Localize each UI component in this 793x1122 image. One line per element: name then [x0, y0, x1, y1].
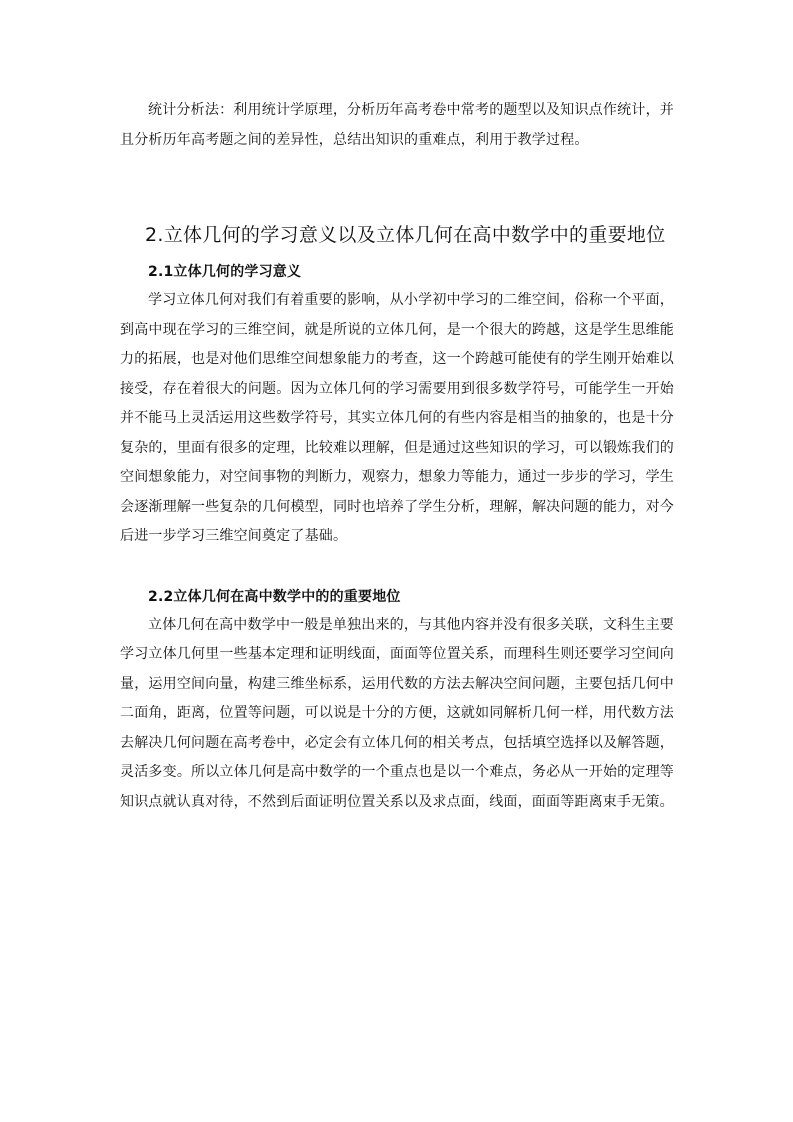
spacer: [120, 552, 674, 586]
subsection-heading-2-1: 2.1立体几何的学习意义: [148, 264, 302, 280]
subsection-2-2-paragraph: 立体几何在高中数学中一般是单独出来的，与其他内容并没有很多关联，文科生主要学习立体几何里一些基本定理和证明线面，面面等位置关系，而理科生则还要学习空间向量，运用空间向量，构建三维坐标系，运用代数的方法去解决空间问题，主要包括几何中二面角，距离，位置等问题，可以说是十分的方便，这就如同解析几何一样，用代数方法去解决几何问题在高考卷中，必定会有立体几何的相关考点，包括填空选择以及解答题，灵活多变。所以立体几何是高中数学的一个重点也是以一个难点，务必从一开始的定理等知识点就认真对待，不然到后面证明位置关系以及求点面，线面，面面等距离束手无策。: [120, 616, 674, 810]
subsection-2-1-paragraph: 学习立体几何对我们有着重要的影响，从小学初中学习的二维空间，俗称一个平面，到高中现在学习的三维空间，就是所说的立体几何，是一个很大的跨越，这是学生思维能力的拓展，也是对他们思维空间想象能力的考查，这一个跨越可能使有的学生刚开始难以接受，存在着很大的问题。因为立体几何的学习需要用到很多数学符号，可能学生一开始并不能马上灵活运用这些数学符号，其实立体几何的有些内容是相当的抽象的，也是十分复杂的，里面有很多的定理，比较难以理解，但是通过这些知识的学习，可以锻炼我们的空间想象能力，对空间事物的判断力，观察力，想象力等能力，通过一步步的学习，学生会逐渐理解一些复杂的几何模型，同时也培养了学生分析，理解，解决问题的能力，对今后进一步学习三维空间奠定了基础。: [120, 292, 674, 544]
document-body: [120, 96, 674, 817]
spacer: [120, 155, 674, 220]
subsection-heading-2-2: 2.2立体几何在高中数学中的的重要地位: [148, 588, 401, 605]
section-heading: 2.立体几何的学习意义以及立体几何在高中数学中的重要地位: [145, 224, 666, 246]
intro-paragraph: 统计分析法：利用统计学原理，分析历年高考卷中常考的题型以及知识点作统计，并且分析历年高考题之间的差异性，总结出知识的重难点，利用于教学过程。: [120, 102, 674, 148]
spacer: [120, 247, 674, 261]
